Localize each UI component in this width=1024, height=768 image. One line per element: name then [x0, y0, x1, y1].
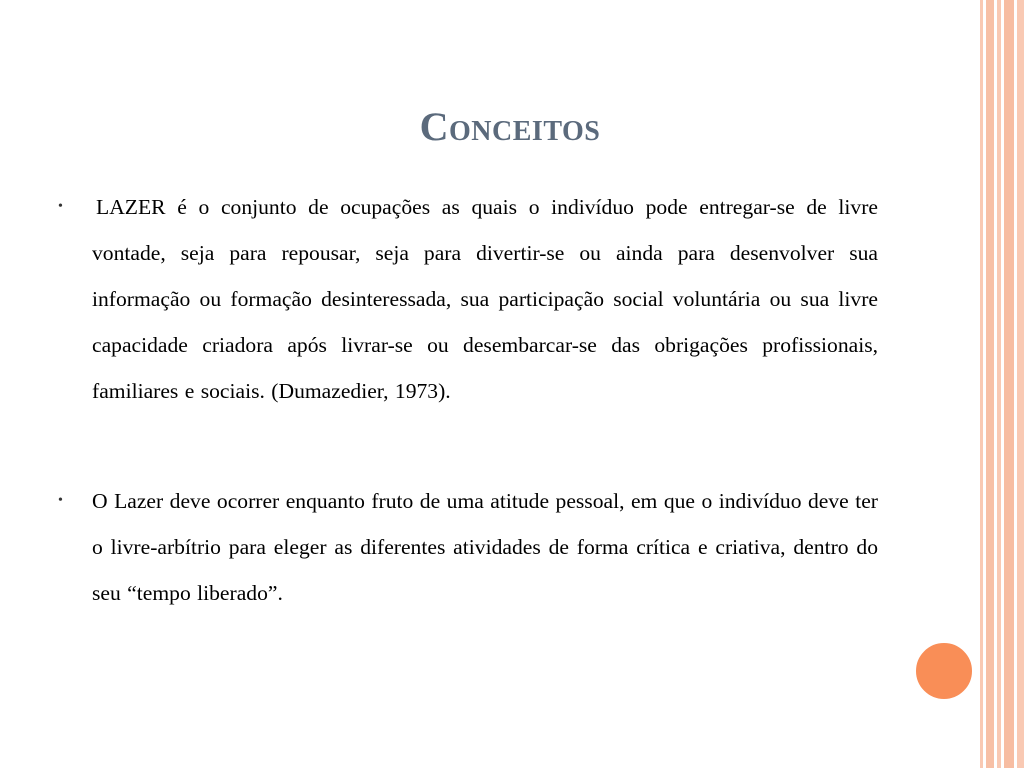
decorative-circle	[913, 640, 975, 702]
slide-title: Conceitos	[419, 103, 601, 149]
bullet-marker: •	[58, 199, 63, 214]
slide-body	[58, 184, 878, 616]
bullet-item	[58, 478, 878, 616]
bullet-text: LAZER é o conjunto de ocupações as quais o indivíduo pode entregar-se de livre vontade, seja para repousar, seja para divertir-se ou ainda para desenvolver sua informação ou formação desinteressada, sua participação social voluntária ou sua livre capacidade criadora após livrar-se ou desembarcar-se das obrigações profissionais, familiares e sociais. (Dumazedier, 1973).	[92, 195, 878, 403]
bullet-item	[58, 184, 878, 414]
bullet-marker: •	[58, 493, 63, 508]
bullet-text: O Lazer deve ocorrer enquanto fruto de uma atitude pessoal, em que o indivíduo deve ter o livre-arbítrio para eleger as diferentes atividades de forma crítica e criativa, dentro do seu “tempo liberado”.	[92, 489, 878, 605]
